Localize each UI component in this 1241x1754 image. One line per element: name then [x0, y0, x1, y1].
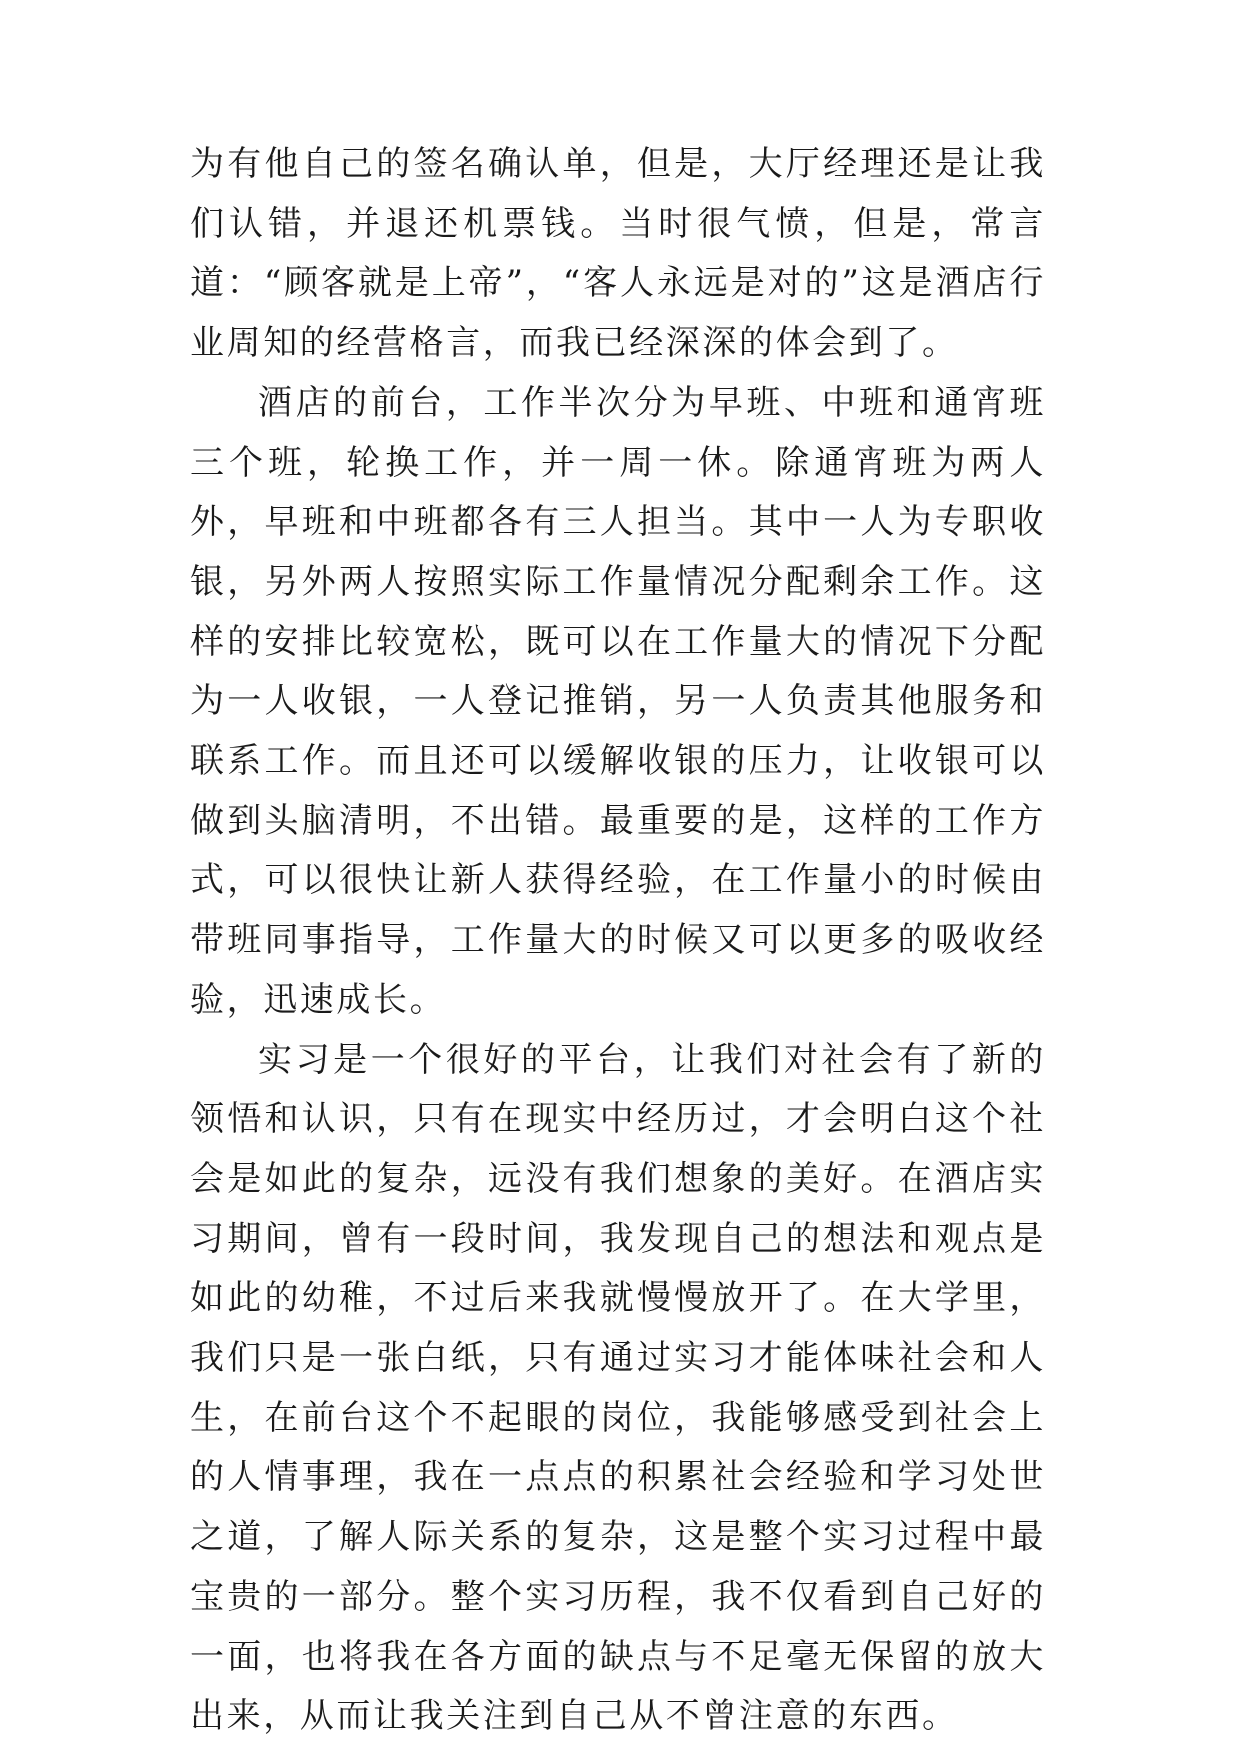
- document-body: [190, 135, 1046, 1747]
- paragraph-1: 为有他自己的签名确认单，但是，大厅经理还是让我们认错，并退还机票钱。当时很气愤，但是，常言道：“顾客就是上帝”，“客人永远是对的”这是酒店行业周知的经营格言，而我已经深深的体会到了。: [190, 144, 1046, 364]
- paragraph-3: 实习是一个很好的平台，让我们对社会有了新的领悟和认识，只有在现实中经历过，才会明白这个社会是如此的复杂，远没有我们想象的美好。在酒店实习期间，曾有一段时间，我发现自己的想法和观点是如此的幼稚，不过后来我就慢慢放开了。在大学里，我们只是一张白纸，只有通过实习才能体味社会和人生，在前台这个不起眼的岗位，我能够感受到社会上的人情事理，我在一点点的积累社会经验和学习处世之道，了解人际关系的复杂，这是整个实习过程中最宝贵的一部分。整个实习历程，我不仅看到自己好的一面，也将我在各方面的缺点与不足毫无保留的放大出来，从而让我关注到自己从不曾注意的东西。: [190, 1039, 1046, 1737]
- paragraph-2: 酒店的前台，工作半次分为早班、中班和通宵班三个班，轮换工作，并一周一休。除通宵班为两人外，早班和中班都各有三人担当。其中一人为专职收银，另外两人按照实际工作量情况分配剩余工作。这样的安排比较宽松，既可以在工作量大的情况下分配为一人收银，一人登记推销，另一人负责其他服务和联系工作。而且还可以缓解收银的压力，让收银可以做到头脑清明，不出错。最重要的是，这样的工作方式，可以很快让新人获得经验，在工作量小的时候由带班同事指导，工作量大的时候又可以更多的吸收经验，迅速成长。: [190, 382, 1046, 1020]
